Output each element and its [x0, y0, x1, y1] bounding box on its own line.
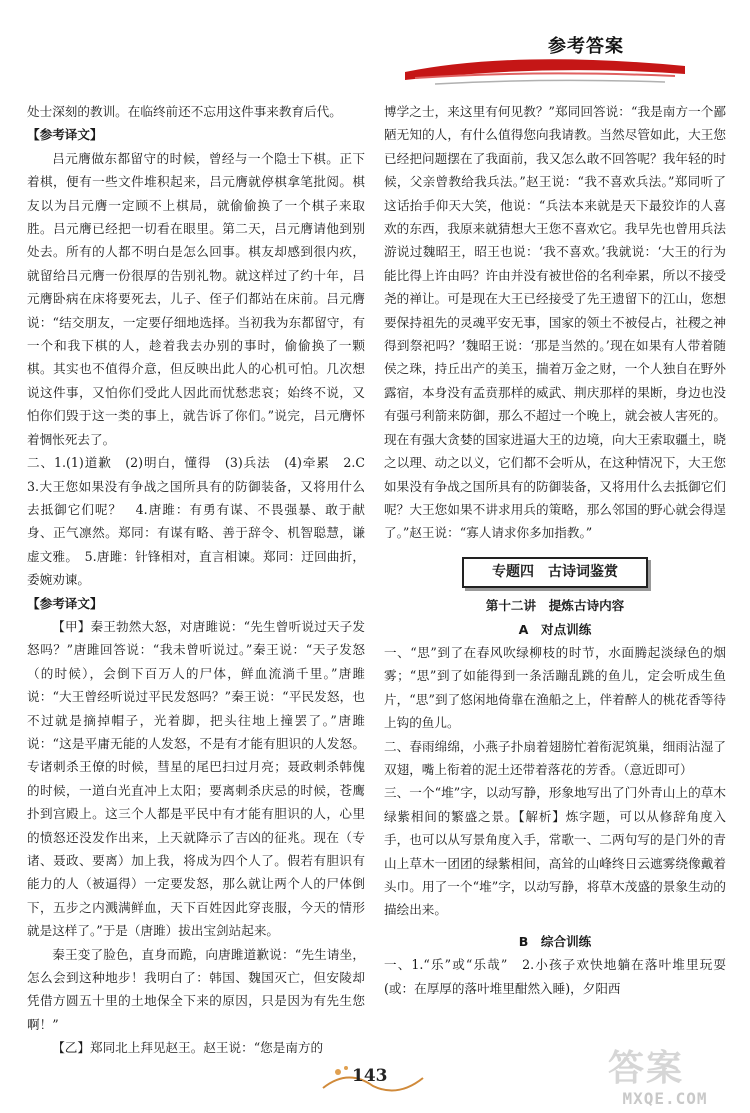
watermark-logo-text: 答案 — [608, 1048, 685, 1089]
left-col-paragraph: 【甲】秦王勃然大怒，对唐雎说：“先生曾听说过天子发怒吗？”唐雎回答说：“我未曾听说过。”秦王说：“天子发怒（的时候），会倒下百万人的尸体，鲜血流淌千里。”唐雎说：“大王曾经听说过平民发怒吗？”秦王说：“平民发怒，也不过就是摘掉帽子，光着脚，把头往地上撞罢了。”唐雎说：“这是平庸无能的人发怒，不是有才能有胆识的人发怒。专诸刺杀王僚的时候，彗星的尾巴扫过月亮；聂政刺杀韩傀的时候，一道白光直冲上太阳；要离刺杀庆忌的时候，苍鹰扑到宫殿上。这三个人都是平民中有才能有胆识的人，心里的愤怒还没发作出来，上天就降示了吉凶的征兆。现在（专诸、聂政、要离）加上我，将成为四个人了。假若有胆识有能力的人（被逼得）一定要发怒，那么就让两个人的尸体倒下，五步之内溅满鲜血，天下百姓因此穿丧服，今天的情形就是这样了。”于是（唐雎）拔出宝剑站起来。 — [27, 618, 365, 939]
left-col-paragraph: 【参考译文】 — [27, 595, 103, 611]
left-col-paragraph: 吕元膺做东都留守的时候，曾经与一个隐士下棋。正下着棋，便有一些文件堆积起来，吕元膺就停棋拿笔批阅。棋友以为吕元膺一定顾不上棋局，就偷偷换了一个棋子来取胜。吕元膺已经把一切看在眼里。第二天，吕元膺请他到别处去。所有的人都不明白是怎么回事。棋友却感到很内疚，就留给吕元膺一份很厚的告别礼物。就这样过了约十年，吕元膺卧病在床将要死去，儿子、侄子们都站在床前。吕元膺说：“结交朋友，一定要仔细地选择。当初我为东都留守，有一个和我下棋的人，趁着我去办别的事时，偷偷换了一颗棋。其实也不值得介意，但反映出此人的心机可怕。几次想说这件事，又怕你们受此人因此而忧愁悲哀；始终不说，又怕你们毁于这一类的事上，就告诉了你们。”说完，吕元膺怀着惆怅死去了。 — [27, 150, 365, 447]
header-title: 参考答案 — [548, 36, 624, 57]
left-col-paragraph: 秦王变了脸色，直身而跪，向唐雎道歉说：“先生请坐，怎么会到这种地步！我明白了：韩国、魏国灭亡，但安陵却凭借方圆五十里的土地保全下来的原因，只是因为有先生您啊！” — [27, 946, 365, 1032]
header-swoosh-decoration — [395, 40, 695, 90]
left-col-paragraph: 处士深刻的教训。在临终前还不忘用这件事来教育后代。 — [27, 104, 342, 119]
subsection-a-title: A 对点训练 — [518, 621, 592, 637]
left-col-paragraph: 【参考译文】 — [27, 127, 103, 143]
section-box-title: 专题四 古诗词鉴赏 — [462, 557, 648, 588]
left-col-paragraph: 【乙】郑同北上拜见赵王。赵王说：“您是南方的 — [52, 1040, 324, 1056]
answers-b-text: 一、1.“乐”或“乐哉” 2.小孩子欢快地躺在落叶堆里玩耍(或：在厚厚的落叶堆里酣然入睡)，夕阳西 — [384, 957, 726, 996]
left-column — [27, 100, 378, 1060]
lecture-title: 第十二讲 提炼古诗内容 — [485, 598, 625, 614]
right-column-text — [384, 100, 726, 545]
watermark — [590, 1040, 740, 1110]
page-header — [0, 0, 750, 90]
watermark-url: MXQE.COM — [622, 1089, 708, 1108]
right-col-paragraph: 博学之士，来这里有何见教？”郑同回答说：“我是南方一个鄙陋无知的人，有什么值得您向我请教。当然尽管如此，大王您已经把问题摆在了我面前，我又怎么敢不回答呢？我年轻的时候，父亲曾教给我兵法。”赵王说：“我不喜欢兵法。”郑同听了这话抬手仰天大笑，他说：“兵法本来就是天下最狡诈的人喜欢的东西，我原来就猜想大王您不喜欢它。我早先也曾用兵法游说过魏昭王，昭王也说：‘我不喜欢。’我就说：‘大王的行为能比得上许由吗？许由并没有被世俗的名利牵累，所以不接受尧的禅让。可是现在大王已经接受了先王遗留下的江山，您想要保持祖先的灵魂平安无事，国家的领土不被侵占，社稷之神得到祭祀吗？’魏昭王说：‘那是当然的。’现在如果有人带着随侯之珠，持丘出产的美玉，揣着万金之财，一个人独自在野外露宿，本身没有孟贲那样的威武、荆庆那样的果断，身边也没有强弓利箭来防御，那么不超过一个晚上，就会被人害死的。现在有强大贪婪的国家进逼大王的边境，向大王索取疆土，晓之以理、动之以义，它们都不会听从，在这种情况下，大王您如果没有争战之国所具有的防御装备，又将用什么去抵御它们呢？大王您如果不讲求用兵的策略，那么邻国的野心就会得逞了。”赵王说：“寡人请求你多加指教。” — [384, 104, 726, 541]
subsection-b-title: B 综合训练 — [518, 933, 592, 949]
answer-a-item: 三、一个“堆”字，以动写静，形象地写出了门外青山上的草木绿紫相间的繁盛之景。【解析】炼字题，可以从修辞角度入手，也可以从写景角度入手，常歌一、二两句写的是门外的青山上草木一团团的绿紫相间，高耸的山峰终日云遮雾绕像戴着头巾。用了一个“堆”字，以动写静，将草木茂盛的景象生动的描绘出来。 — [384, 785, 726, 918]
answer-a-item: 一、“思”到了在春风吹绿柳枝的时节，水面腾起淡绿色的烟雾；“思”到了如能得到一条活蹦乱跳的鱼儿，定会听成生鱼片，“思”到了悠闲地倚靠在渔船之上，伴着醉人的桃花香等待上钩的鱼儿。 — [384, 644, 726, 731]
page-number: 143 — [352, 1066, 388, 1086]
left-col-paragraph: 二、1.(1)道歉 (2)明白，懂得 (3)兵法 (4)牵累 2.C 3.大王您如果没有争战之国所具有的防御装备，又将用什么去抵御它们呢？ 4.唐雎：有勇有谋、不畏强暴、敢于献身、正气凛然。郑同：有谋有略、善于辞令、机智聪慧，谦虚文雅。 5.唐雎：针锋相对，直言相谏。郑同：迂回曲折，委婉劝谏。 — [27, 455, 378, 588]
answers-a-list — [384, 641, 726, 922]
answer-a-item: 二、春雨绵绵，小燕子扑扇着翅膀忙着衔泥筑巢，细雨沾湿了双翅，嘴上衔着的泥土还带着落花的芳香。（意近即可） — [384, 738, 726, 777]
right-column — [384, 100, 726, 1000]
